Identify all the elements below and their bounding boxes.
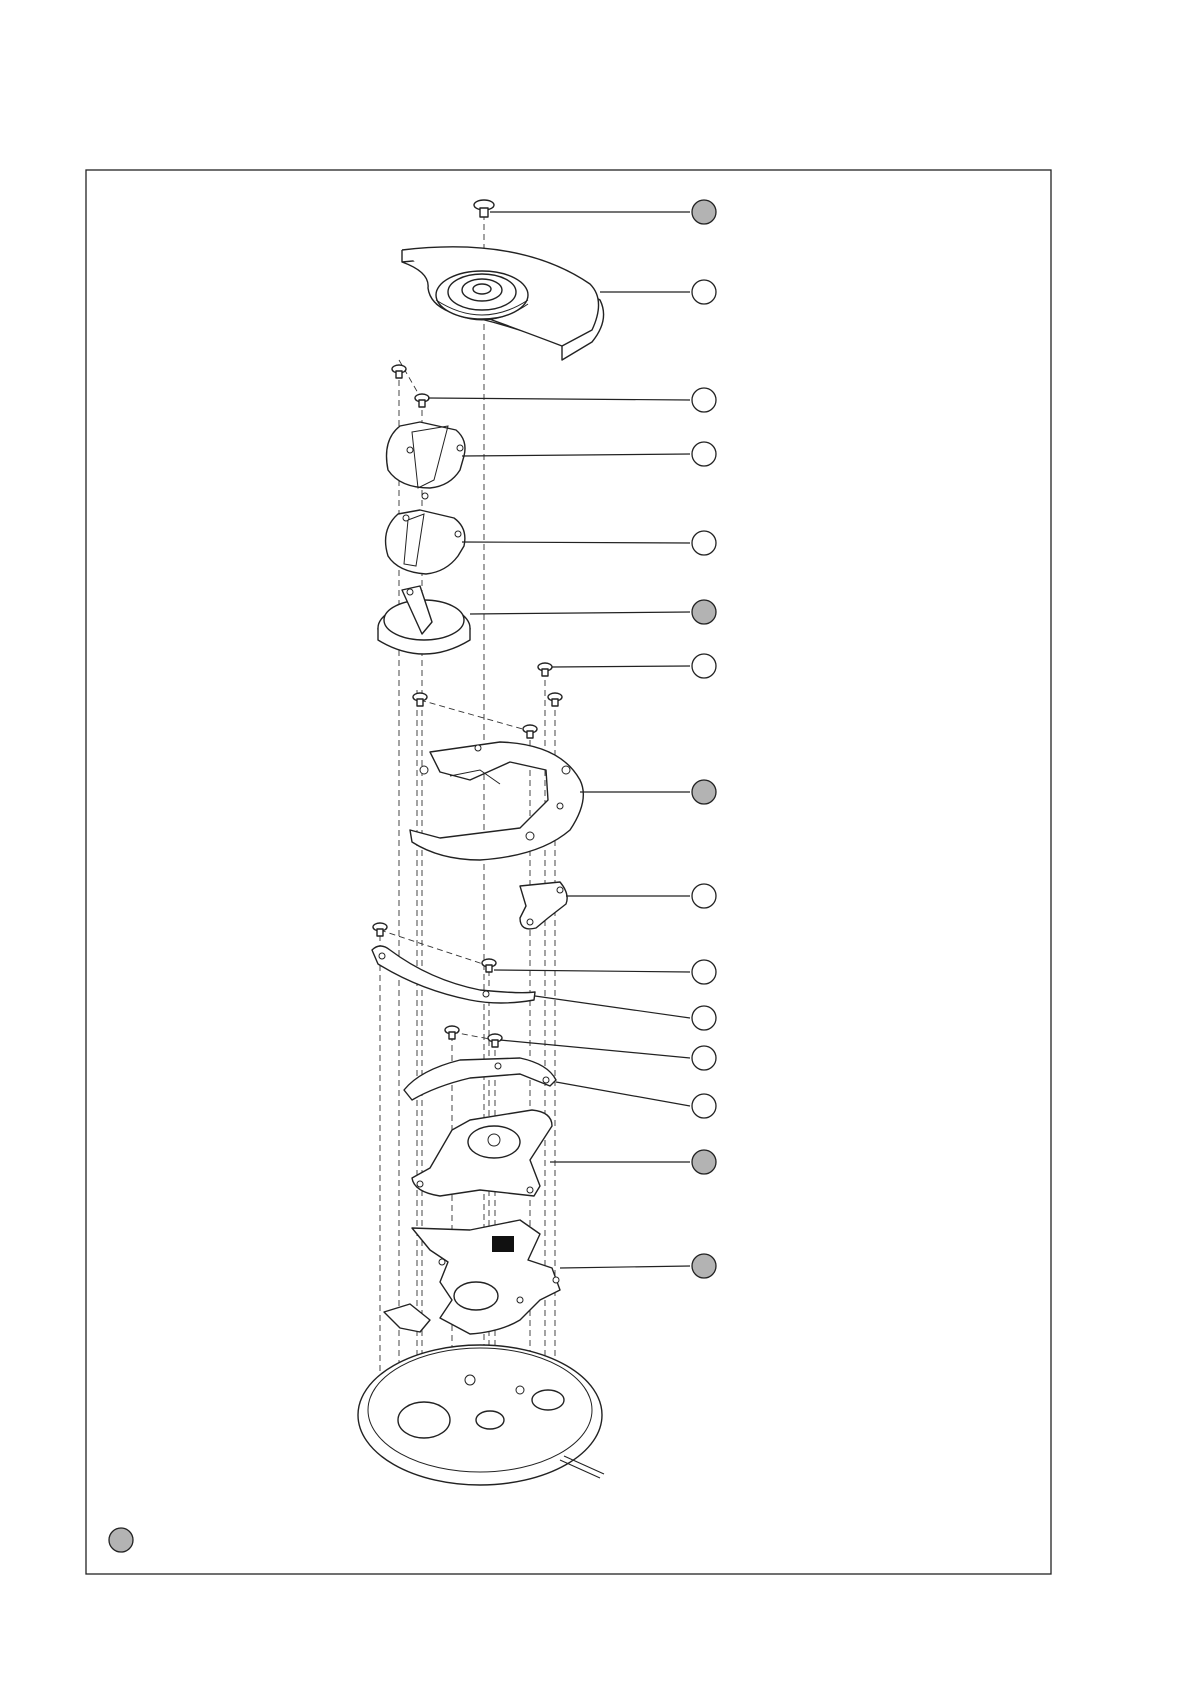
callout-circle [692,531,716,555]
circuit-bridge [412,1110,552,1196]
callout-circle [692,960,716,984]
callout-circle [692,1150,716,1174]
rotor [402,247,604,360]
callout-circle [692,884,716,908]
curved-lever [372,946,535,1003]
top-screw [474,200,494,217]
circuit-block [384,1220,560,1334]
callout-circle [692,388,716,412]
filled-circle-legend-icon [109,1528,133,1552]
callout-circle [692,280,716,304]
small-bracket [520,882,567,929]
callout-circle [692,600,716,624]
spring-plate [404,1058,556,1100]
callout-circle [692,780,716,804]
battery [378,586,470,654]
diagram-frame [86,170,1051,1574]
callout-circle [692,442,716,466]
callout-circle [692,1046,716,1070]
cover-screws [392,365,429,407]
battery-cover-lower [386,510,465,574]
base-movement [358,1345,604,1485]
plate-screws [413,663,562,738]
callout-circle [692,654,716,678]
spring-screws [445,1026,502,1047]
callout-circle [692,200,716,224]
callout-circle [692,1094,716,1118]
callout-circle [692,1254,716,1278]
callout-markers [692,200,716,1278]
callout-circle [692,1006,716,1030]
leader-lines [428,212,690,1268]
train-wheel-bridge [410,742,583,860]
battery-cover-upper [387,422,466,499]
